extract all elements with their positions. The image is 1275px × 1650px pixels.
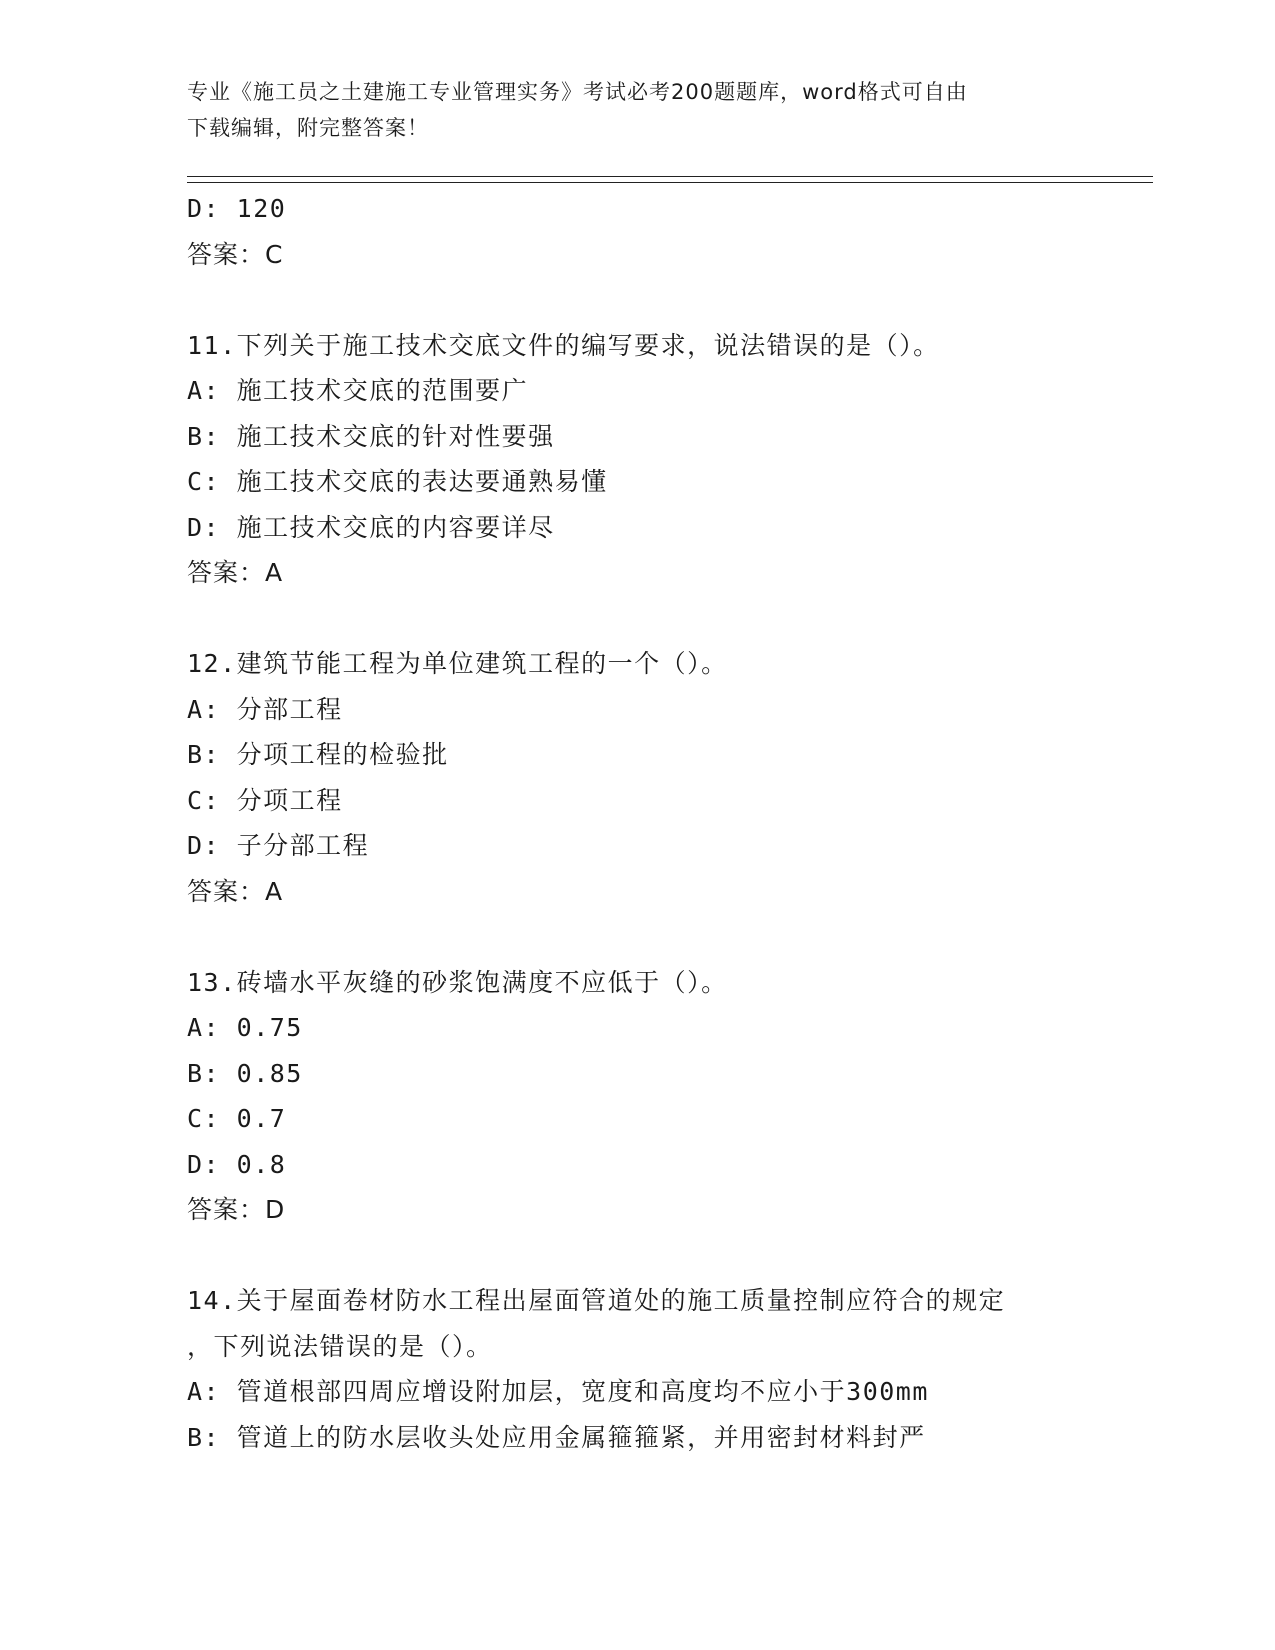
- spacer: [187, 603, 1153, 649]
- question-13-option-d: D: 0.8: [187, 1149, 287, 1179]
- header-line-2: 下载编辑，附完整答案！: [187, 116, 429, 140]
- spacer: [187, 1240, 1153, 1286]
- question-14-option-a: A: 管道根部四周应增设附加层，宽度和高度均不应小于300mm: [187, 1377, 929, 1406]
- question-11-option-a: A: 施工技术交底的范围要广: [187, 376, 529, 405]
- spacer: [187, 921, 1153, 967]
- answer-line: 答案：C: [187, 239, 284, 269]
- question-13-answer: 答案：D: [187, 1195, 286, 1224]
- question-13-stem: 13.砖墙水平灰缝的砂浆饱满度不应低于（）。: [187, 967, 728, 997]
- question-12-answer: 答案：A: [187, 876, 284, 906]
- question-12-stem: 12.建筑节能工程为单位建筑工程的一个（）。: [187, 649, 728, 678]
- question-12-option-b: B: 分项工程的检验批: [187, 740, 449, 769]
- question-12-option-a: A: 分部工程: [187, 694, 343, 724]
- question-11-option-b: B: 施工技术交底的针对性要强: [187, 421, 555, 451]
- question-14-option-b: B: 管道上的防水层收头处应用金属箍箍紧，并用密封材料封严: [187, 1422, 926, 1452]
- header-rule-top: [187, 176, 1153, 177]
- document-body: [187, 193, 1153, 1467]
- question-13-option-b: B: 0.85: [187, 1058, 303, 1088]
- header-rule-bottom: [187, 182, 1153, 183]
- question-14-stem-line-2: ，下列说法错误的是（）。: [187, 1331, 493, 1361]
- document-header: [187, 74, 1087, 146]
- option-d: D: 120: [187, 194, 287, 223]
- spacer: [187, 284, 1153, 330]
- question-14-stem-line-1: 14.关于屋面卷材防水工程出屋面管道处的施工质量控制应符合的规定: [187, 1286, 1006, 1315]
- header-line-1: 专业《施工员之土建施工专业管理实务》考试必考200题题库，word格式可自由: [187, 80, 968, 104]
- question-11-stem: 11.下列关于施工技术交底文件的编写要求，说法错误的是（）。: [187, 330, 940, 360]
- question-12-option-d: D: 子分部工程: [187, 831, 370, 860]
- question-12-option-c: C: 分项工程: [187, 785, 343, 815]
- question-11-answer: 答案：A: [187, 558, 284, 587]
- question-13-option-a: A: 0.75: [187, 1013, 303, 1042]
- question-13-option-c: C: 0.7: [187, 1104, 287, 1133]
- question-11-option-c: C: 施工技术交底的表达要通熟易懂: [187, 467, 608, 496]
- question-11-option-d: D: 施工技术交底的内容要详尽: [187, 512, 555, 542]
